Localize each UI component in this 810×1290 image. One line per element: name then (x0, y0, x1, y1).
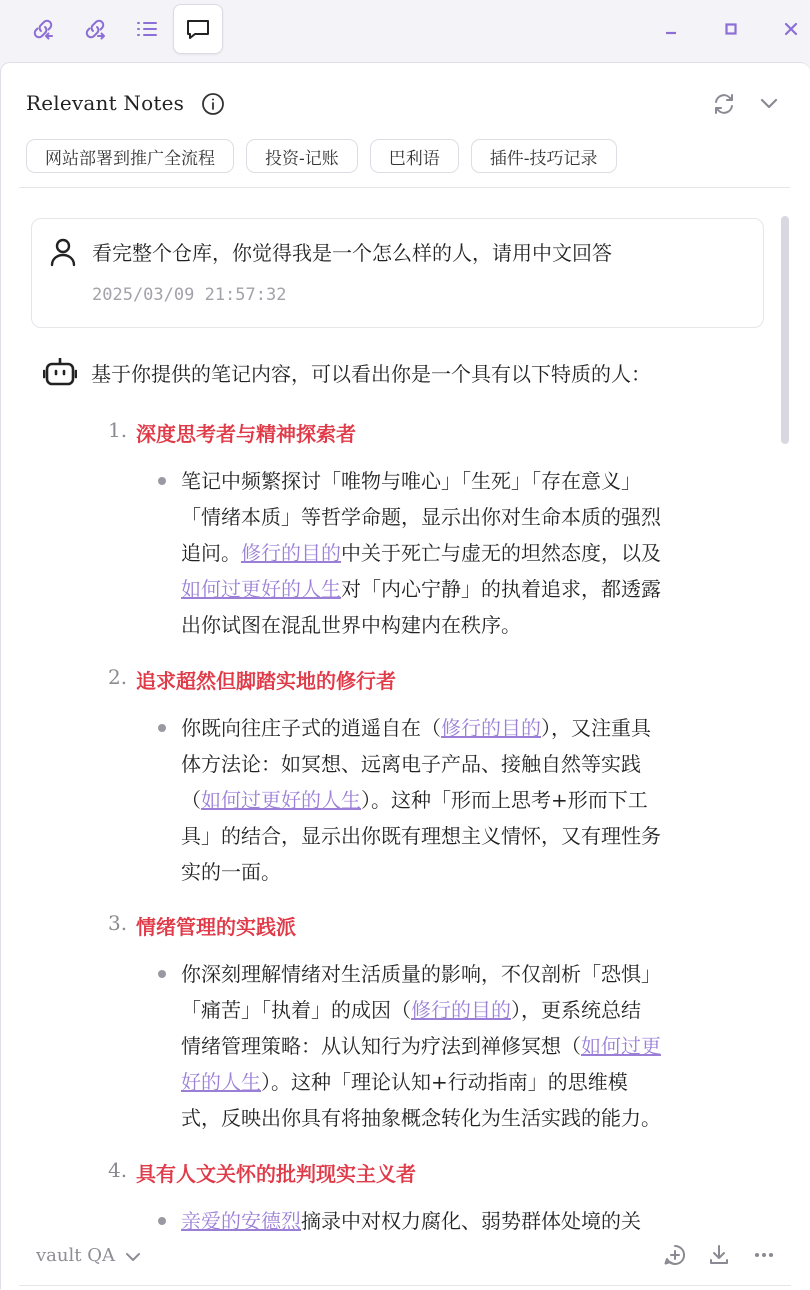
copilot-panel (0, 62, 810, 1289)
tab-chat[interactable] (173, 4, 223, 54)
description-line: 实的一面。 (181, 860, 281, 884)
description-line: 你既向往庄子式的逍遥自在（修行的目的），又注重具 (181, 716, 651, 740)
list-number: 4. (108, 1158, 128, 1182)
bullet-dot (158, 970, 166, 978)
refresh-icon (711, 91, 737, 117)
note-chip[interactable]: 投资-记账 (246, 139, 358, 173)
trait-description (181, 710, 729, 890)
bullet-dot (158, 477, 166, 485)
list-number: 1. (108, 418, 128, 442)
bullet-dot (158, 1217, 166, 1225)
user-message (31, 218, 764, 328)
mode-label: vault QA (36, 1245, 115, 1266)
list-number: 2. (108, 665, 128, 689)
note-link[interactable]: 好的人生 (181, 1070, 261, 1094)
description-line: 具」的结合，显示出你既有理想主义情怀，又有理性务 (181, 824, 661, 848)
bullet-dot (158, 724, 166, 732)
note-chip[interactable]: 插件-技巧记录 (471, 139, 617, 173)
more-options-button[interactable] (752, 1243, 776, 1271)
trait-heading: 追求超然但脚踏实地的修行者 (136, 669, 396, 693)
note-link[interactable]: 如何过更 (581, 1034, 661, 1058)
trait-description (181, 956, 729, 1136)
download-icon (707, 1243, 731, 1267)
note-link[interactable]: 亲爱的安德烈 (181, 1209, 301, 1233)
description-line: 式，反映出你具有将抽象概念转化为生活实践的能力。 (181, 1106, 661, 1130)
more-icon (752, 1243, 776, 1267)
relevant-notes-title: Relevant Notes (26, 91, 185, 115)
message-timestamp: 2025/03/09 21:57:32 (92, 285, 287, 305)
refresh-button[interactable] (711, 91, 737, 121)
description-line: 「情绪本质」等哲学命题，显示出你对生命本质的强烈 (181, 505, 661, 529)
view-tab-bar (0, 0, 810, 62)
description-line: 情绪管理策略：从认知行为疗法到禅修冥想（如何过更 (181, 1034, 661, 1058)
close-button[interactable] (778, 14, 804, 44)
description-line: 笔记中频繁探讨「唯物与唯心」「生死」「存在意义」 (181, 469, 641, 493)
mode-selector[interactable] (36, 1245, 143, 1266)
note-link[interactable]: 如何过更好的人生 (201, 788, 361, 812)
close-icon (783, 21, 799, 37)
description-line: 如何过更好的人生对「内心宁静」的执着追求，都透露 (181, 577, 661, 601)
tab-outline[interactable] (122, 4, 172, 54)
note-link[interactable]: 修行的目的 (411, 998, 511, 1022)
trait-heading: 情绪管理的实践派 (136, 915, 296, 939)
trait-heading: 深度思考者与精神探索者 (136, 422, 356, 446)
info-icon[interactable] (201, 92, 225, 120)
user-avatar-icon (48, 237, 78, 267)
chat-footer (1, 1233, 810, 1290)
chevron-down-icon (123, 1246, 143, 1266)
tab-outgoing-links[interactable] (70, 4, 120, 54)
bot-intro-text: 基于你提供的笔记内容，可以看出你是一个具有以下特质的人： (91, 362, 651, 386)
list-icon (134, 16, 160, 42)
link-back-icon (30, 16, 56, 42)
chat-icon (185, 16, 211, 42)
relevant-note-chips (26, 139, 617, 173)
maximize-button[interactable] (718, 14, 744, 44)
description-line: 「痛苦」「执着」的成因（修行的目的），更系统总结 (181, 998, 641, 1022)
note-link[interactable]: 修行的目的 (441, 716, 541, 740)
chevron-down-icon (757, 91, 781, 115)
note-chip[interactable]: 网站部署到推广全流程 (26, 139, 234, 173)
description-line: 亲爱的安德烈摘录中对权力腐化、弱势群体处境的关 (181, 1209, 641, 1233)
trait-heading: 具有人文关怀的批判现实主义者 (136, 1162, 416, 1186)
minimize-button[interactable] (658, 14, 684, 44)
user-message-text: 看完整个仓库，你觉得我是一个怎么样的人，请用中文回答 (92, 241, 612, 265)
new-chat-icon (663, 1243, 687, 1267)
minimize-icon (663, 21, 679, 37)
trait-description (181, 463, 729, 643)
description-line: 好的人生）。这种「理论认知+行动指南」的思维模 (181, 1070, 628, 1094)
trait-description (181, 1203, 729, 1233)
note-link[interactable]: 如何过更好的人生 (181, 577, 341, 601)
new-chat-button[interactable] (663, 1243, 687, 1271)
list-number: 3. (108, 911, 128, 935)
description-line: 追问。修行的目的中关于死亡与虚无的坦然态度，以及 (181, 541, 661, 565)
input-divider (19, 1285, 791, 1286)
description-line: 体方法论：如冥想、远离电子产品、接触自然等实践 (181, 752, 641, 776)
chat-messages[interactable] (1, 188, 810, 1233)
collapse-button[interactable] (757, 91, 781, 119)
maximize-icon (723, 21, 739, 37)
note-link[interactable]: 修行的目的 (241, 541, 341, 565)
description-line: （如何过更好的人生）。这种「形而上思考+形而下工 (181, 788, 648, 812)
note-chip[interactable]: 巴利语 (370, 139, 459, 173)
scrollbar-thumb[interactable] (781, 216, 789, 444)
description-line: 出你试图在混乱世界中构建内在秩序。 (181, 613, 521, 637)
bot-avatar-icon (43, 356, 77, 388)
description-line: 你深刻理解情绪对生活质量的影响，不仅剖析「恐惧」 (181, 962, 661, 986)
save-chat-button[interactable] (707, 1243, 731, 1271)
link-forward-icon (82, 16, 108, 42)
tab-backlinks[interactable] (18, 4, 68, 54)
